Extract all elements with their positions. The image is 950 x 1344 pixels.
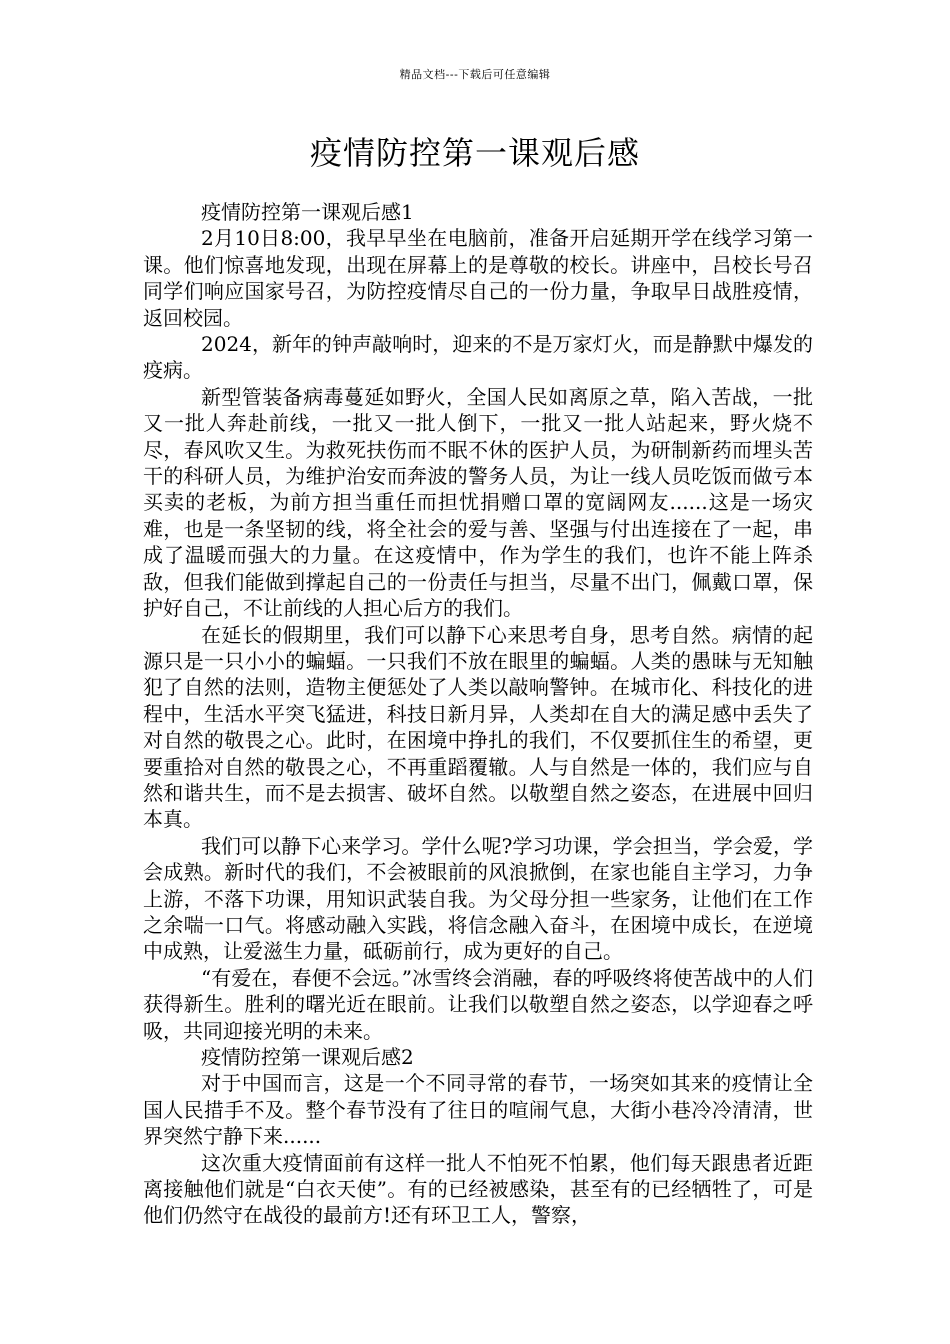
- paragraph: 对于中国而言，这是一个不同寻常的春节，一场突如其来的疫情让全国人民措手不及。整个春节没有了往日的喧闹气息，大街小巷冷冷清清，世界突然宁静下来......: [143, 1071, 813, 1149]
- paragraph: 这次重大疫情面前有这样一批人不怕死不怕累，他们每天跟患者近距离接触他们就是“白衣天使”。有的已经被感染，甚至有的已经牺牲了，可是他们仍然守在战役的最前方!还有环卫工人，警察，: [143, 1150, 813, 1228]
- paragraph: 2024，新年的钟声敲响时，迎来的不是万家灯火，而是静默中爆发的疫病。: [143, 332, 813, 383]
- paragraph: “有爱在，春便不会远。”冰雪终会消融，春的呼吸终将使苦战中的人们获得新生。胜利的曙光近在眼前。让我们以敬塑自然之姿态，以学迎春之呼吸，共同迎接光明的未来。: [143, 965, 813, 1043]
- document-body: [143, 199, 813, 1229]
- section-heading-2: 疫情防控第一课观后感2: [201, 1045, 414, 1069]
- paragraph: 我们可以静下心来学习。学什么呢?学习功课，学会担当，学会爱，学会成熟。新时代的我们，不会被眼前的风浪掀倒，在家也能自主学习，力争上游，不落下功课，用知识武装自我。为父母分担一些家务，让他们在工作之余喘一口气。将感动融入实践，将信念融入奋斗，在困境中成长，在逆境中成熟，让爱滋生力量，砥砺前行，成为更好的自己。: [143, 833, 813, 964]
- section-heading-1: 疫情防控第一课观后感1: [201, 200, 414, 224]
- paragraph: 2月10日8:00，我早早坐在电脑前，准备开启延期开学在线学习第一课。他们惊喜地发现，出现在屏幕上的是尊敬的校长。讲座中，吕校长号召同学们响应国家号召，为防控疫情尽自己的一份力量，争取早日战胜疫情，返回校园。: [143, 226, 813, 330]
- paragraph: 在延长的假期里，我们可以静下心来思考自身，思考自然。病情的起源只是一只小小的蝙蝠。一只我们不放在眼里的蝙蝠。人类的愚昧与无知触犯了自然的法则，造物主便惩处了人类以敲响警钟。在城市化、科技化的进程中，生活水平突飞猛进，科技日新月异，人类却在自大的满足感中丢失了对自然的敬畏之心。此时，在困境中挣扎的我们，不仅要抓住生的希望，更要重拾对自然的敬畏之心，不再重蹈覆辙。人与自然是一体的，我们应与自然和谐共生，而不是去损害、破坏自然。以敬塑自然之姿态，在进展中回归本真。: [143, 622, 813, 832]
- document-title: 疫情防控第一课观后感: [309, 134, 640, 172]
- header-note: 精品文档---下载后可任意编辑: [399, 68, 551, 81]
- paragraph: 新型管装备病毒蔓延如野火，全国人民如离原之草，陷入苦战，一批又一批人奔赴前线，一批又一批人倒下，一批又一批人站起来，野火烧不尽，春风吹又生。为救死扶伤而不眠不休的医护人员，为研制新药而埋头苦干的科研人员，为维护治安而奔波的警务人员，为让一线人员吃饭而做亏本买卖的老板，为前方担当重任而担忧捐赠口罩的宽阔网友......这是一场灾难，也是一条坚韧的线，将全社会的爱与善、坚强与付出连接在了一起，串成了温暖而强大的力量。在这疫情中，作为学生的我们，也许不能上阵杀敌，但我们能做到撑起自己的一份责任与担当，尽量不出门，佩戴口罩，保护好自己，不让前线的人担心后方的我们。: [143, 384, 813, 621]
